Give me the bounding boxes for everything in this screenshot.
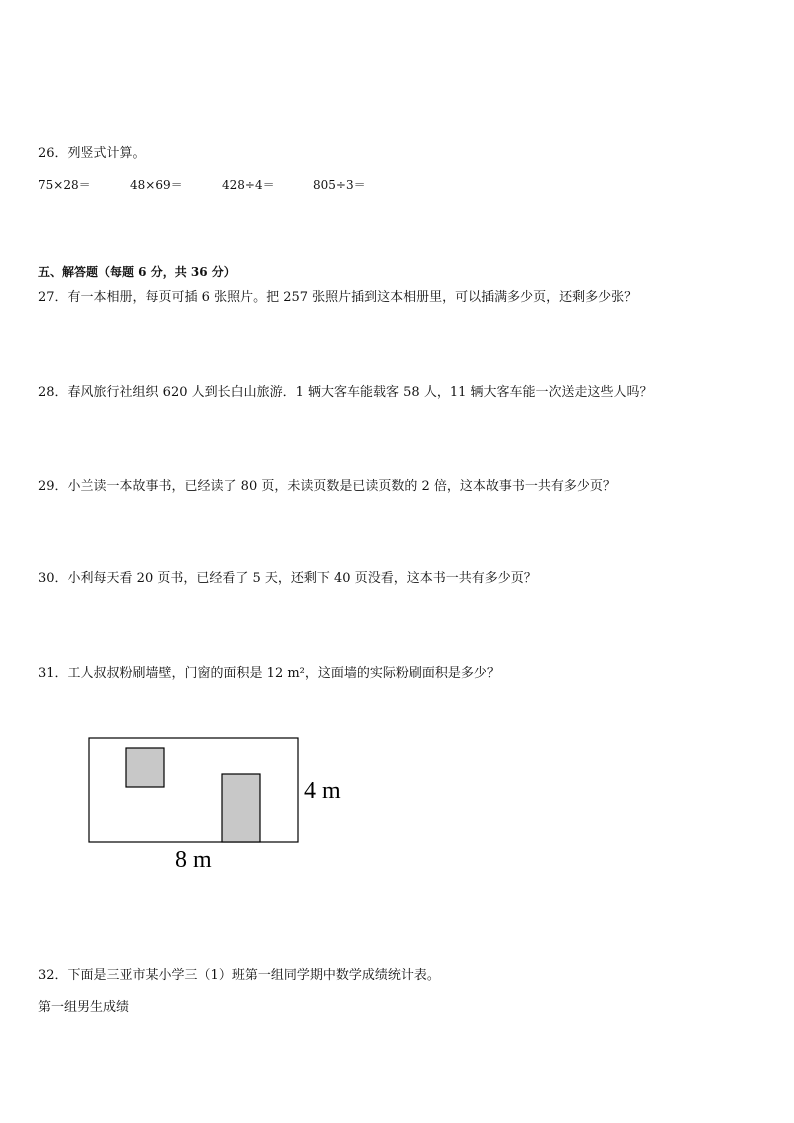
calc-item: 48×69＝ xyxy=(130,178,183,192)
wall-diagram xyxy=(80,728,360,878)
question-30: 30．小利每天看 20 页书，已经看了 5 天，还剩下 40 页没看，这本书一共有多少页？ xyxy=(38,571,537,586)
calc-item: 805÷3＝ xyxy=(313,178,366,192)
question-28: 28．春风旅行社组织 620 人到长白山旅游．1 辆大客车能载客 58 人，11 辆大客车能一次送走这些人吗？ xyxy=(38,385,653,400)
calc-item: 428÷4＝ xyxy=(222,178,275,192)
wall-rect xyxy=(89,738,298,842)
height-label: 4 m xyxy=(304,778,341,804)
question-29: 29．小兰读一本故事书，已经读了 80 页，未读页数是已读页数的 2 倍，这本故事书一共有多少页？ xyxy=(38,479,616,494)
question-32: 32．下面是三亚市某小学三（1）班第一组同学期中数学成绩统计表。 xyxy=(38,968,440,983)
calc-item: 75×28＝ xyxy=(38,178,91,192)
table-subtitle: 第一组男生成绩 xyxy=(38,1000,130,1015)
question-27: 27．有一本相册，每页可插 6 张照片。把 257 张照片插到这本相册里，可以插满多少页，还剩多少张？ xyxy=(38,290,638,305)
question-31: 31．工人叔叔粉刷墙壁，门窗的面积是 12 m²，这面墙的实际粉刷面积是多少？ xyxy=(38,666,500,681)
window-rect xyxy=(126,748,164,787)
width-label: 8 m xyxy=(175,847,212,873)
question-26-title: 26．列竖式计算。 xyxy=(38,146,146,161)
section-5-header: 五、解答题（每题 6 分，共 36 分） xyxy=(38,265,236,279)
door-rect xyxy=(222,774,260,842)
